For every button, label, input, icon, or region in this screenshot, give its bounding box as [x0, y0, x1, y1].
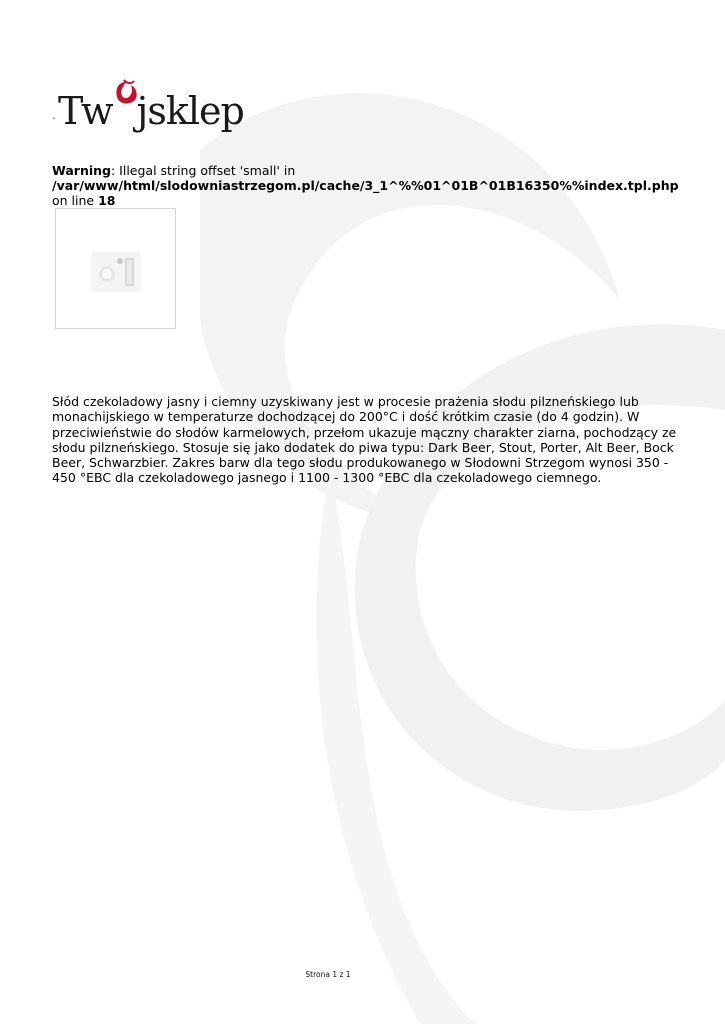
warning-line-prefix: on line: [52, 193, 95, 208]
warning-label: Warning: [52, 163, 111, 178]
warning-line-number: 18: [98, 193, 116, 208]
store-logo[interactable]: [52, 88, 242, 136]
image-placeholder-icon: [91, 252, 141, 292]
product-image: [55, 208, 176, 329]
warning-file-path: /var/www/html/slodowniastrzegom.pl/cache/3_1^%%01^01B^01B16350%%index.tpl.php: [52, 178, 679, 193]
logo-text-part2: jsklep: [136, 89, 244, 133]
logo-wordmark: [58, 88, 244, 134]
php-warning-message: [52, 163, 692, 208]
logo-text-part1: Tw: [58, 89, 113, 133]
page-number: Strona 1 z 1: [305, 970, 351, 979]
logo-mark-icon: [113, 98, 137, 124]
product-description: Słód czekoladowy jasny i ciemny uzyskiwany jest w procesie prażenia słodu pilzneńskiego lub monachijskiego w temperaturze dochodzącej do 200°C i dość krótkim czasie (do 4 godzin). W przeciwieństwie do słodów karmelowych, przełom ukazuje mączny charakter ziarna, pochodzący ze słodu pilzneńskiego. Stosuje się jako dodatek do piwa typu: Dark Beer, Stout, Porter, Alt Beer, Bock Beer, Schwarzbier. Zakres barw dla tego słodu produkowanego w Słodowni Strzegom wynosi 350 - 450 °EBC dla czekoladowego jasnego i 1100 - 1300 °EBC dla czekoladowego ciemnego.: [52, 394, 677, 486]
logo-prefix: -: [52, 113, 56, 124]
warning-text: : Illegal string offset 'small' in: [110, 163, 296, 178]
